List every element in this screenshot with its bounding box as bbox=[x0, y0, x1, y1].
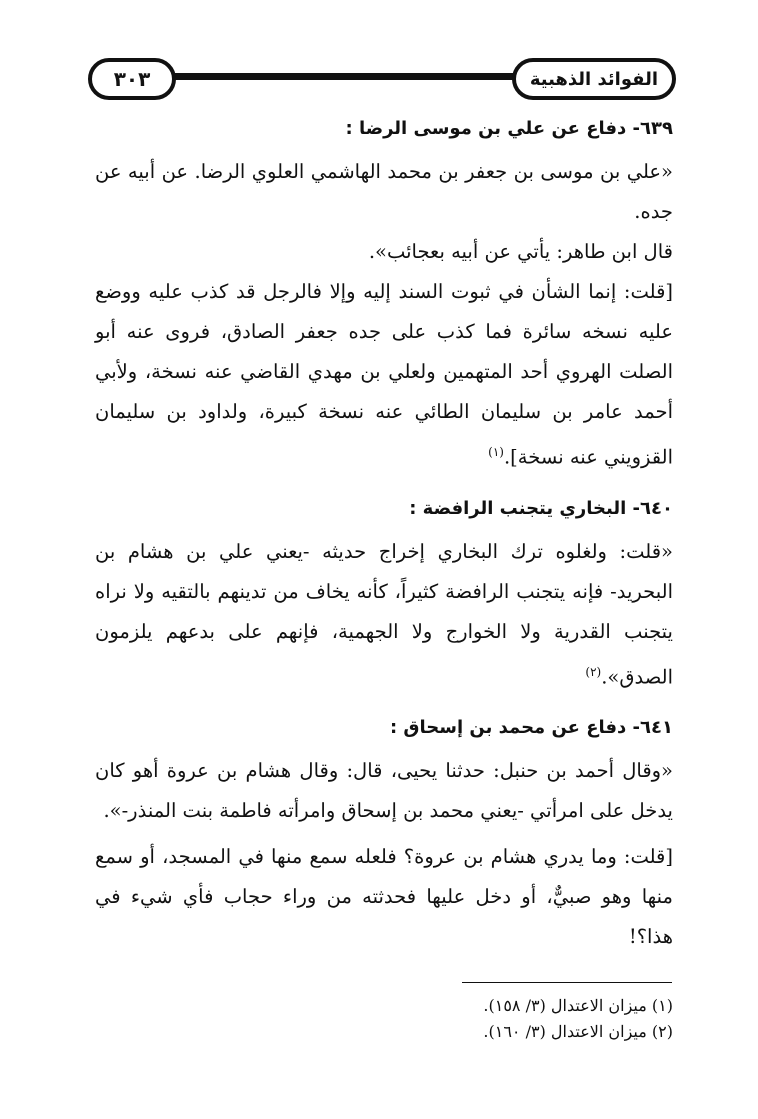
footnote-1: (١) ميزان الاعتدال (٣/ ١٥٨). bbox=[483, 996, 673, 1015]
paragraph bbox=[95, 272, 673, 478]
paragraph: [قلت: وما يدري هشام بن عروة؟ فلعله سمع منها في المسجد، أو سمع منها وهو صبيٌّ، أو دخل عليها فحدثته من وراء حجاب فأي شيء في هذا؟! bbox=[95, 845, 673, 948]
footnote-ref: (٢) bbox=[585, 664, 602, 679]
page-number: ٣٠٣ bbox=[88, 58, 176, 100]
footnotes bbox=[95, 993, 673, 1045]
section-heading-641: ٦٤١- دفاع عن محمد بن إسحاق : bbox=[389, 717, 673, 738]
paragraph-text: [قلت: إنما الشأن في ثبوت السند إليه وإلا فالرجل قد كذب عليه ووضع عليه نسخه سائرة فما كذب على جده جعفر الصادق، فروى عنه أبو الصلت الهروي أحد المتهمين ولعلي بن مهدي القاضي عنه نسخة، ولأبي أحمد عامر بن سليمان الطائي عنه نسخة كبيرة، ولداود بن سليمان القزويني عنه نسخة]. bbox=[95, 280, 673, 469]
footnote-divider bbox=[462, 982, 672, 983]
paragraph: «وقال أحمد بن حنبل: حدثنا يحيى، قال: وقال هشام بن عروة أهو كان يدخل على امرأتي -يعني محمد بن إسحاق وامرأته فاطمة بنت المنذر-». bbox=[95, 759, 673, 822]
paragraph bbox=[95, 532, 673, 698]
paragraph-text: «قلت: ولغلوه ترك البخاري إخراج حديثه -يعني علي بن هشام بن البحريد- فإنه يتجنب الرافضة كثيراً، كأنه يخاف من تدينهم بالتقيه ولا نراه يتجنب القدرية ولا الخوارج ولا الجهمية، فإنهم على بدعهم يلزمون الصدق». bbox=[95, 539, 673, 688]
page-header bbox=[88, 56, 676, 100]
main-text bbox=[95, 112, 673, 957]
paragraph: «علي بن موسى بن جعفر بن محمد الهاشمي العلوي الرضا. عن أبيه عن جده. bbox=[95, 160, 673, 223]
section-heading-639: ٦٣٩- دفاع عن علي بن موسى الرضا : bbox=[345, 118, 673, 139]
footnote-2: (٢) ميزان الاعتدال (٣/ ١٦٠). bbox=[483, 1022, 673, 1041]
book-title: الفوائد الذهبية bbox=[512, 58, 676, 100]
footnote-ref: (١) bbox=[488, 445, 504, 459]
header-rule bbox=[128, 73, 556, 80]
section-heading-640: ٦٤٠- البخاري يتجنب الرافضة : bbox=[409, 497, 673, 519]
paragraph: قال ابن طاهر: يأتي عن أبيه بعجائب». bbox=[368, 240, 673, 263]
